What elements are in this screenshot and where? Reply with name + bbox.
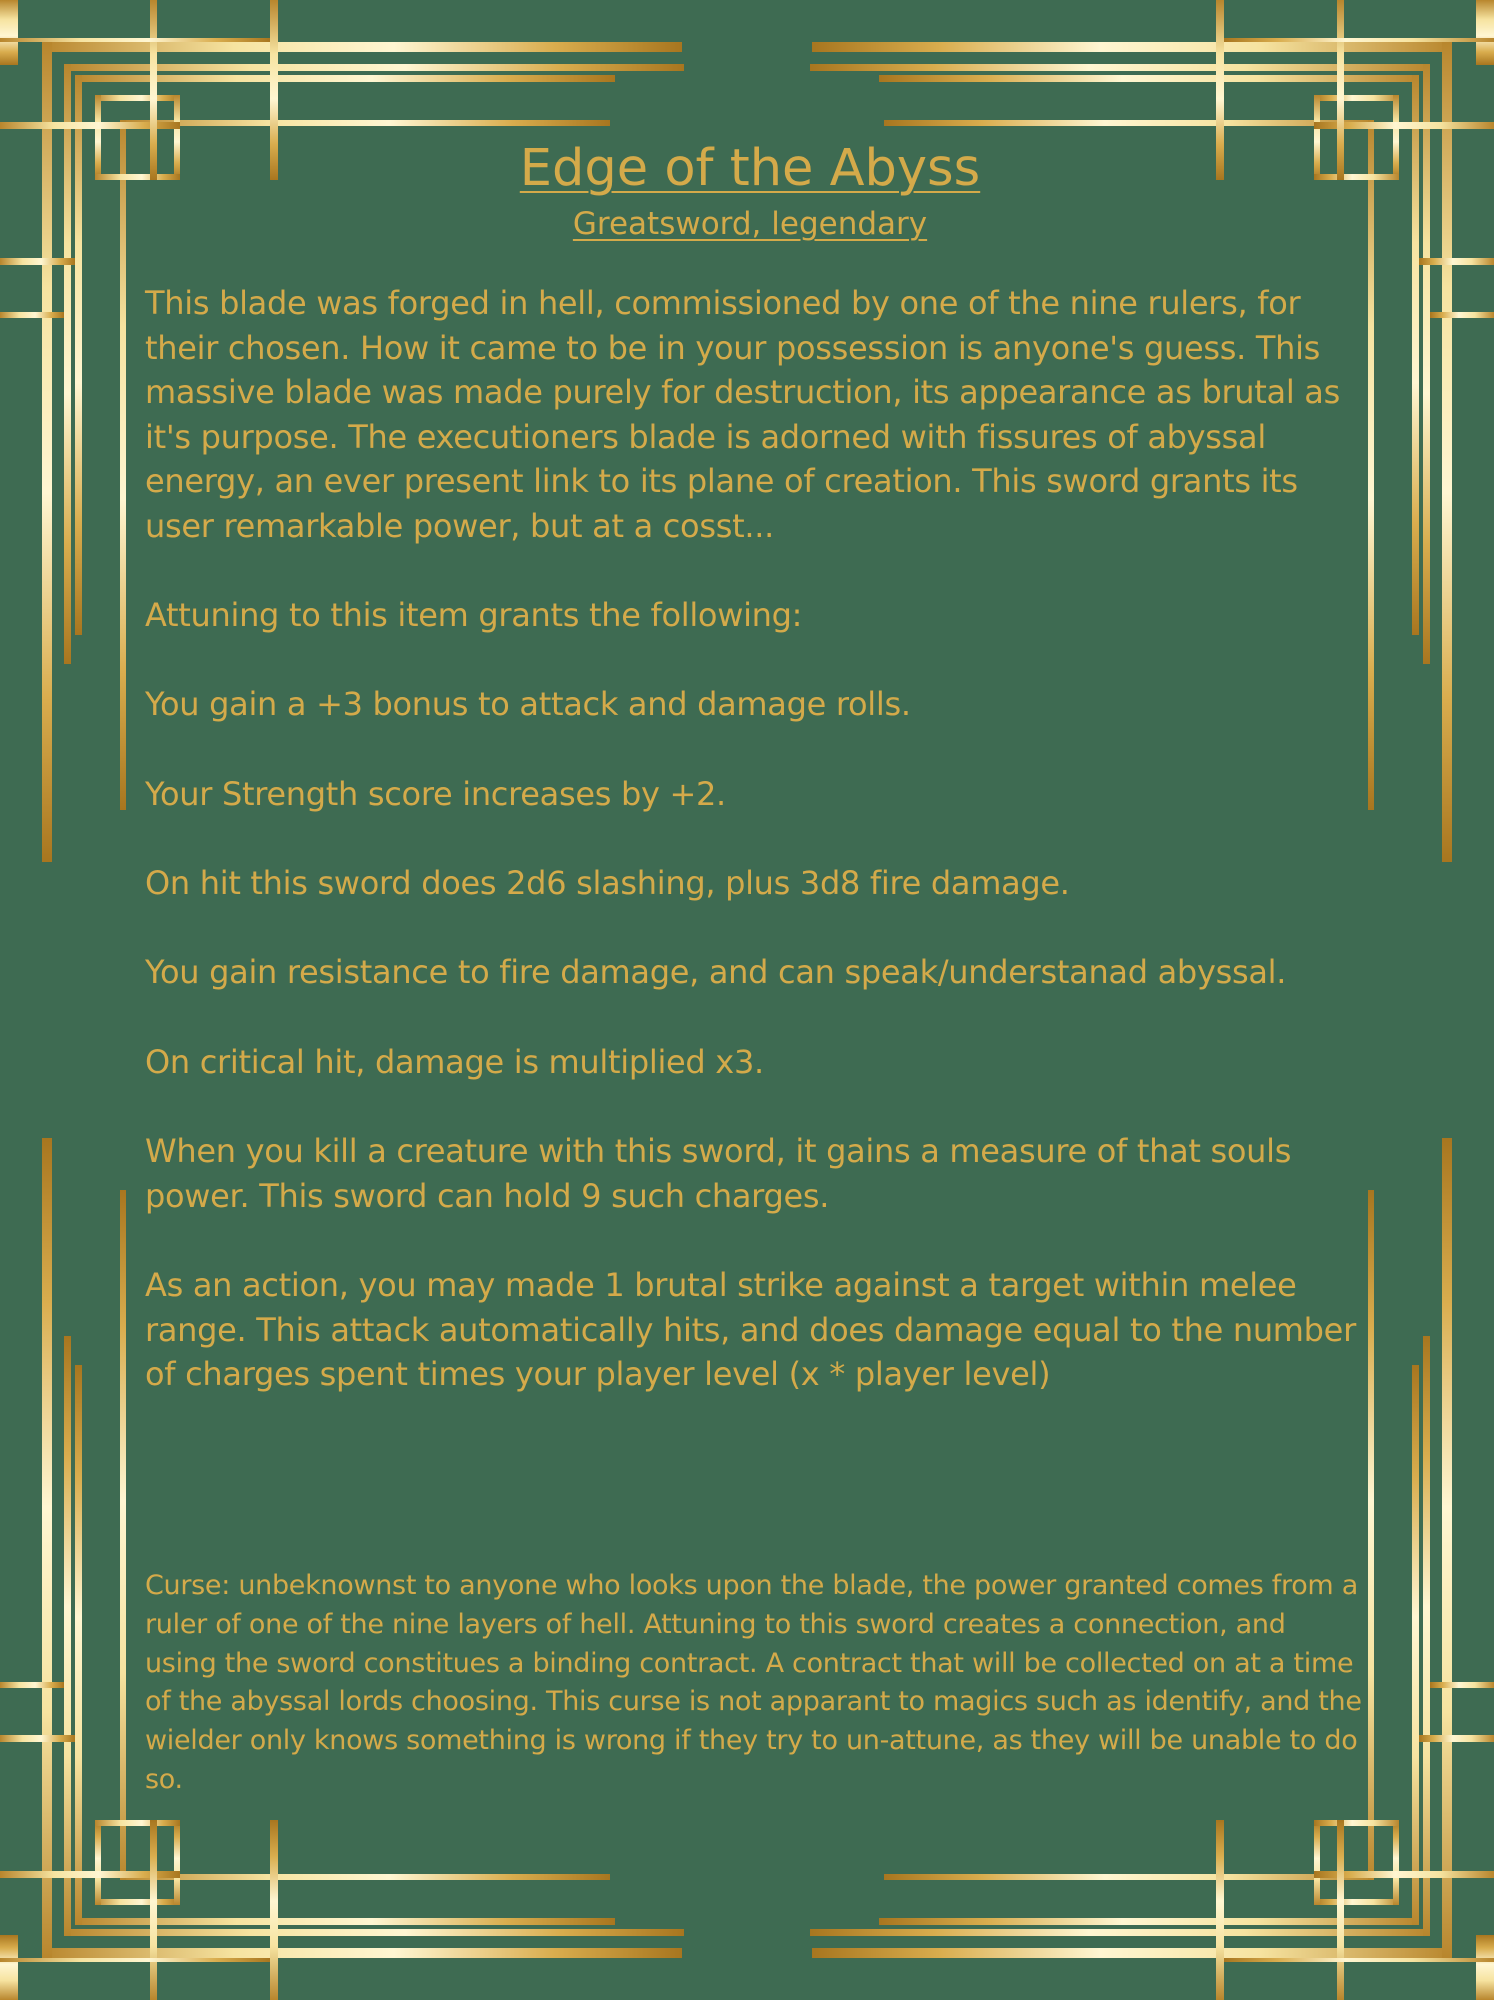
attune-intro: Attuning to this item grants the following: [145,596,803,634]
on-hit-damage: On hit this sword does 2d6 slashing, plus 3d8 fire damage. [145,864,1070,902]
item-title: Edge of the Abyss [519,139,981,198]
bonus-strength: Your Strength score increases by +2. [145,775,726,813]
critical-hit: On critical hit, damage is multiplied x3. [145,1043,764,1081]
curse-text: Curse: unbeknownst to anyone who looks upon the blade, the power granted comes from a ruler of one of the nine layers of hell. Attuning to this sword creates a connection, and using the sword constitues a binding contract. A contract that will be collected on at a time of the abyssal lords choosing. This curse is not apparant to magics such as identify, and the wielder only knows something is wrong if they try to un-attune, as they will be unable to do so. [145,1570,1362,1795]
item-description: This blade was forged in hell, commissioned by one of the nine rulers, for their chosen. How it came to be in your possession is anyone's guess. This massive blade was made purely for destruction, its appearance as brutal as it's purpose. The executioners blade is adorned with fissures of abyssal energy, an ever present link to its plane of creation. This sword grants its user remarkable power, but at a cosst... [145,284,1340,545]
fire-resistance: You gain resistance to fire damage, and can speak/understanad abyssal. [145,953,1287,991]
soul-charges: When you kill a creature with this sword, it gains a measure of that souls power. This sword can hold 9 such charges. [145,1132,1292,1215]
brutal-strike-action: As an action, you may made 1 brutal strike against a target within melee range. This attack automatically hits, and does damage equal to the number of charges spent times your player level (x * player level) [145,1266,1356,1394]
bonus-attack: You gain a +3 bonus to attack and damage rolls. [145,685,911,723]
item-subtitle: Greatsword, legendary [572,206,928,242]
